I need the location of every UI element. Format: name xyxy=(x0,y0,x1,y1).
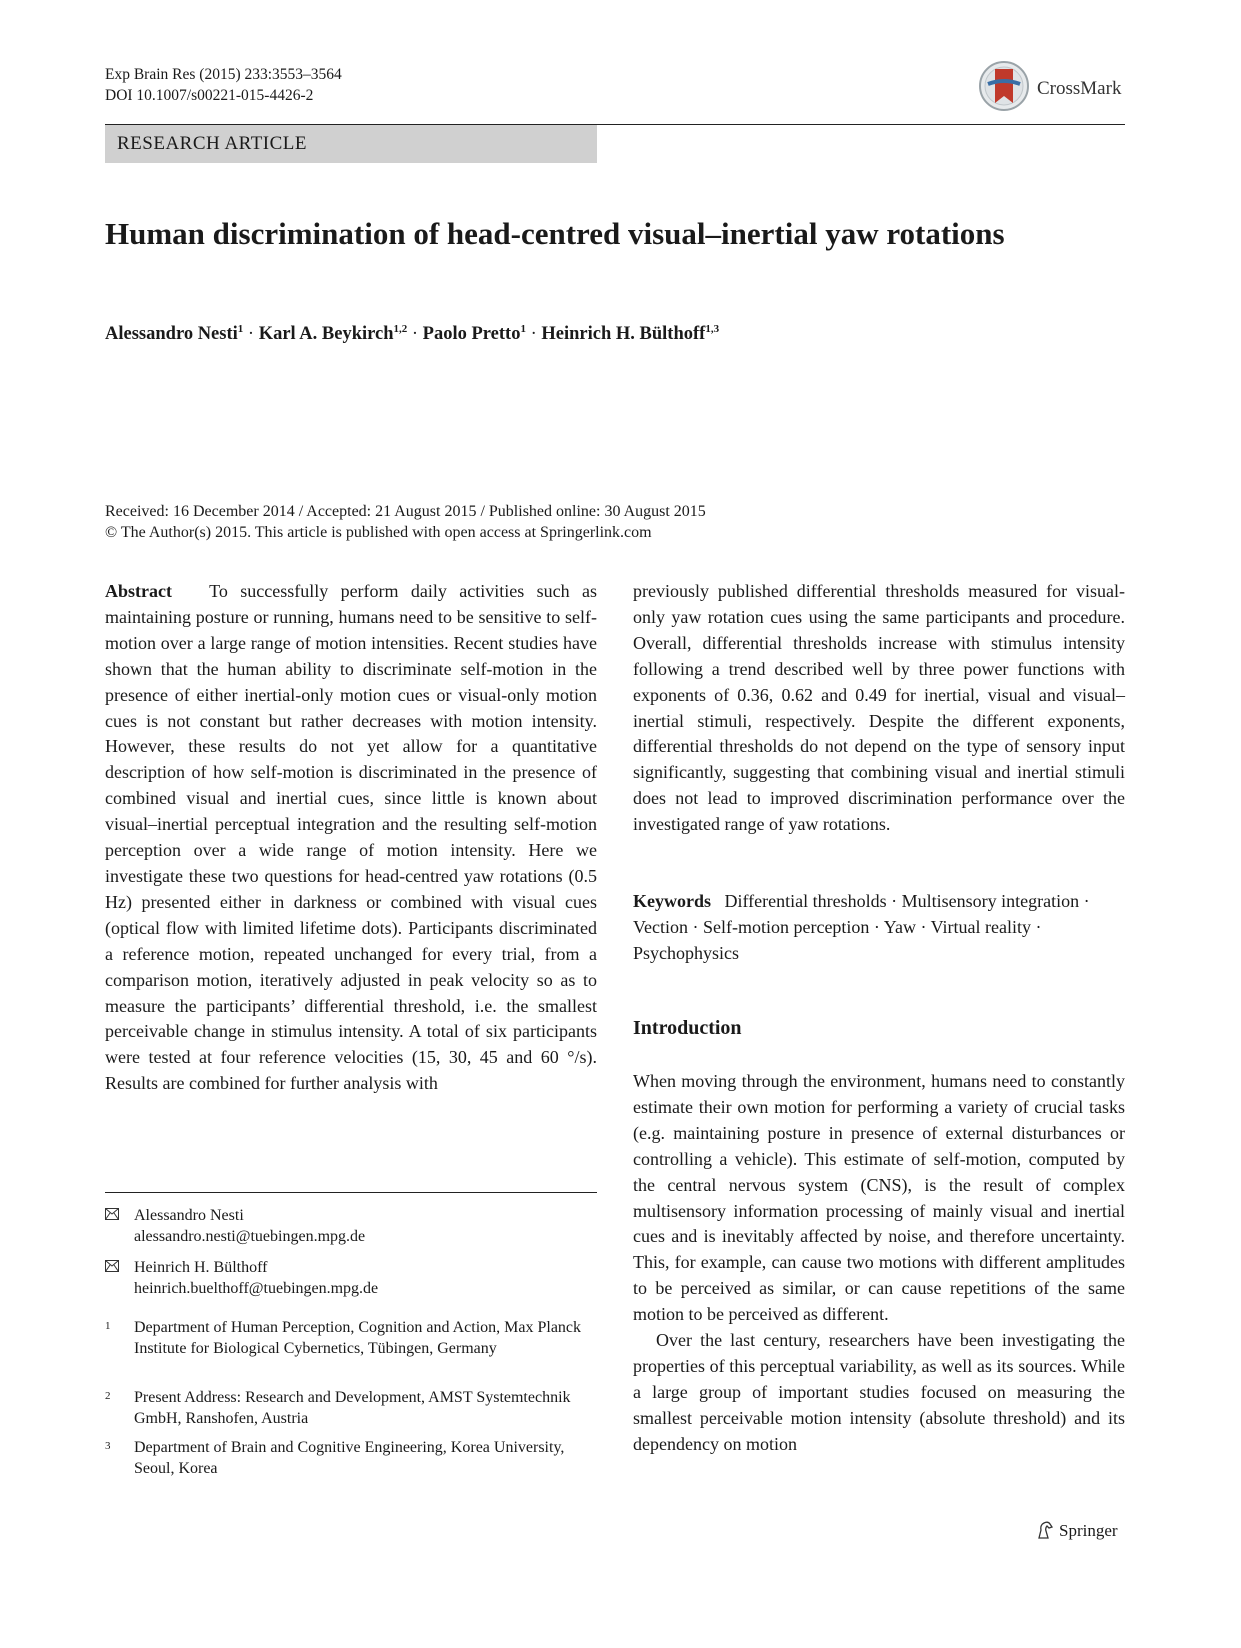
affiliation-number: 1 xyxy=(105,1320,111,1332)
springer-horse-icon xyxy=(1036,1520,1054,1540)
journal-line: Exp Brain Res (2015) 233:3553–3564 xyxy=(105,66,342,83)
abstract-right-column xyxy=(633,579,1125,838)
article-type-label: RESEARCH ARTICLE xyxy=(117,133,308,154)
contact-entry xyxy=(105,1258,597,1300)
author-separator: · xyxy=(247,324,255,345)
crossmark-icon xyxy=(978,60,1030,112)
keywords-text: Differential thresholds · Multisensory integration · Vection · Self-motion perception · Yaw · Virtual reality · Psychophysics xyxy=(633,891,1090,963)
author-name: Alessandro Nesti xyxy=(105,324,238,345)
contact-email[interactable]: heinrich.buelthoff@tuebingen.mpg.de xyxy=(134,1279,379,1297)
author-name: Heinrich H. Bülthoff xyxy=(541,324,706,345)
keywords-block xyxy=(633,888,1125,966)
author-affiliation-ref: 1 xyxy=(237,323,244,335)
abstract-label: Abstract xyxy=(105,581,172,601)
keywords-label: Keywords xyxy=(633,891,711,911)
contact-name: Alessandro Nesti xyxy=(134,1207,244,1224)
author-separator: · xyxy=(411,324,419,345)
history-line: Received: 16 December 2014 / Accepted: 21 August 2015 / Published online: 30 August 2015 xyxy=(105,503,706,520)
publisher-logo xyxy=(1036,1520,1118,1541)
author-affiliation-ref: 1,3 xyxy=(705,323,720,335)
introduction-heading: Introduction xyxy=(633,1017,742,1039)
crossmark-label: CrossMark xyxy=(1037,78,1122,99)
affiliation-entry xyxy=(105,1318,597,1380)
affiliation-text: Department of Brain and Cognitive Engineering, Korea University, Seoul, Korea xyxy=(134,1439,565,1477)
author-separator: · xyxy=(530,324,537,345)
doi-line: DOI 10.1007/s00221-015-4426-2 xyxy=(105,87,314,104)
envelope-icon xyxy=(105,1260,119,1272)
introduction-body xyxy=(633,1069,1125,1458)
author-affiliation-ref: 1,2 xyxy=(393,323,408,335)
contact-email[interactable]: alessandro.nesti@tuebingen.mpg.de xyxy=(134,1227,366,1245)
abstract-paragraph xyxy=(105,579,597,1097)
crossmark-badge[interactable] xyxy=(978,60,1128,118)
article-title: Human discrimination of head-centred visual–inertial yaw rotations xyxy=(105,216,1005,251)
envelope-icon xyxy=(105,1208,119,1220)
publisher-name: Springer xyxy=(1059,1521,1118,1540)
contact-entry xyxy=(105,1206,597,1248)
copyright-line: © The Author(s) 2015. This article is published with open access at Springerlink.com xyxy=(105,524,652,541)
affiliation-entry xyxy=(105,1438,597,1480)
introduction-paragraph: Over the last century, researchers have been investigating the properties of this perceptual variability, as well as its sources. While a large group of important studies focused on measuring the smallest perceivable motion intensity (absolute threshold) and its dependency on motion xyxy=(633,1330,1125,1454)
affiliation-number: 2 xyxy=(105,1390,111,1402)
introduction-paragraph: When moving through the environment, humans need to constantly estimate their own motion for performing a variety of crucial tasks (e.g. maintaining posture in presence of external disturbances or controlling a vehicle). This estimate of self-motion, computed by the central nervous system (CNS), is the result of complex multisensory information processing of mainly visual and inertial cues and is inevitably affected by noise, and therefore uncertainty. This, for example, can cause two motions with different amplitudes to be perceived as similar, or can cause repetitions of the same motion to be perceived as different. xyxy=(633,1071,1125,1325)
contact-name: Heinrich H. Bülthoff xyxy=(134,1259,268,1276)
abstract-text: To successfully perform daily activities such as maintaining posture or running, humans need to be sensitive to self-motion over a large range of motion intensities. Recent studies have shown that the human ability to discriminate self-motion in the presence of either inertial-only motion cues or visual-only motion cues is not constant but rather decreases with motion intensity. However, these results do not yet allow for a quantitative description of how self-motion is discriminated in the presence of combined visual and inertial cues, since little is known about visual–inertial perceptual integration and the resulting self-motion perception over a wide range of motion intensity. Here we investigate these two questions for head-centred yaw rotations (0.5 Hz) presented either in darkness or combined with visual cues (optical flow with limited lifetime dots). Participants discriminated a reference motion, repeated unchanged for every trial, from a comparison motion, iteratively adjusted in peak velocity so as to measure the participants’ differential threshold, i.e. the smallest perceivable change in stimulus intensity. A total of six participants were tested at four reference velocities (15, 30, 45 and 60 °/s). Results are combined for further analysis with xyxy=(105,581,597,1094)
publication-dates xyxy=(105,501,706,543)
affiliation-text: Present Address: Research and Development, AMST Systemtechnik GmbH, Ranshofen, Austria xyxy=(134,1389,571,1427)
author-name: Karl A. Beykirch xyxy=(258,324,394,345)
abstract-left-column xyxy=(105,579,597,1097)
author-affiliation-ref: 1 xyxy=(520,323,526,335)
author-list xyxy=(105,323,719,345)
journal-citation xyxy=(105,64,342,106)
affiliation-entry xyxy=(105,1388,597,1430)
author-name: Paolo Pretto xyxy=(422,324,521,345)
article-type-banner xyxy=(105,125,597,163)
abstract-continuation: previously published differential thresholds measured for visual-only yaw rotation cues using the same participants and procedure. Overall, differential thresholds increase with stimulus intensity following a trend described well by three power functions with exponents of 0.36, 0.62 and 0.49 for inertial, visual and visual–inertial stimuli, respectively. Despite the different exponents, differential thresholds do not depend on the type of sensory input significantly, suggesting that combining visual and inertial stimuli does not lead to improved discrimination performance over the investigated range of yaw rotations. xyxy=(633,581,1125,835)
footnote-rule xyxy=(105,1192,597,1193)
affiliation-text: Department of Human Perception, Cognition and Action, Max Planck Institute for Biological Cybernetics, Tübingen, Germany xyxy=(134,1319,582,1357)
affiliation-number: 3 xyxy=(105,1440,111,1452)
